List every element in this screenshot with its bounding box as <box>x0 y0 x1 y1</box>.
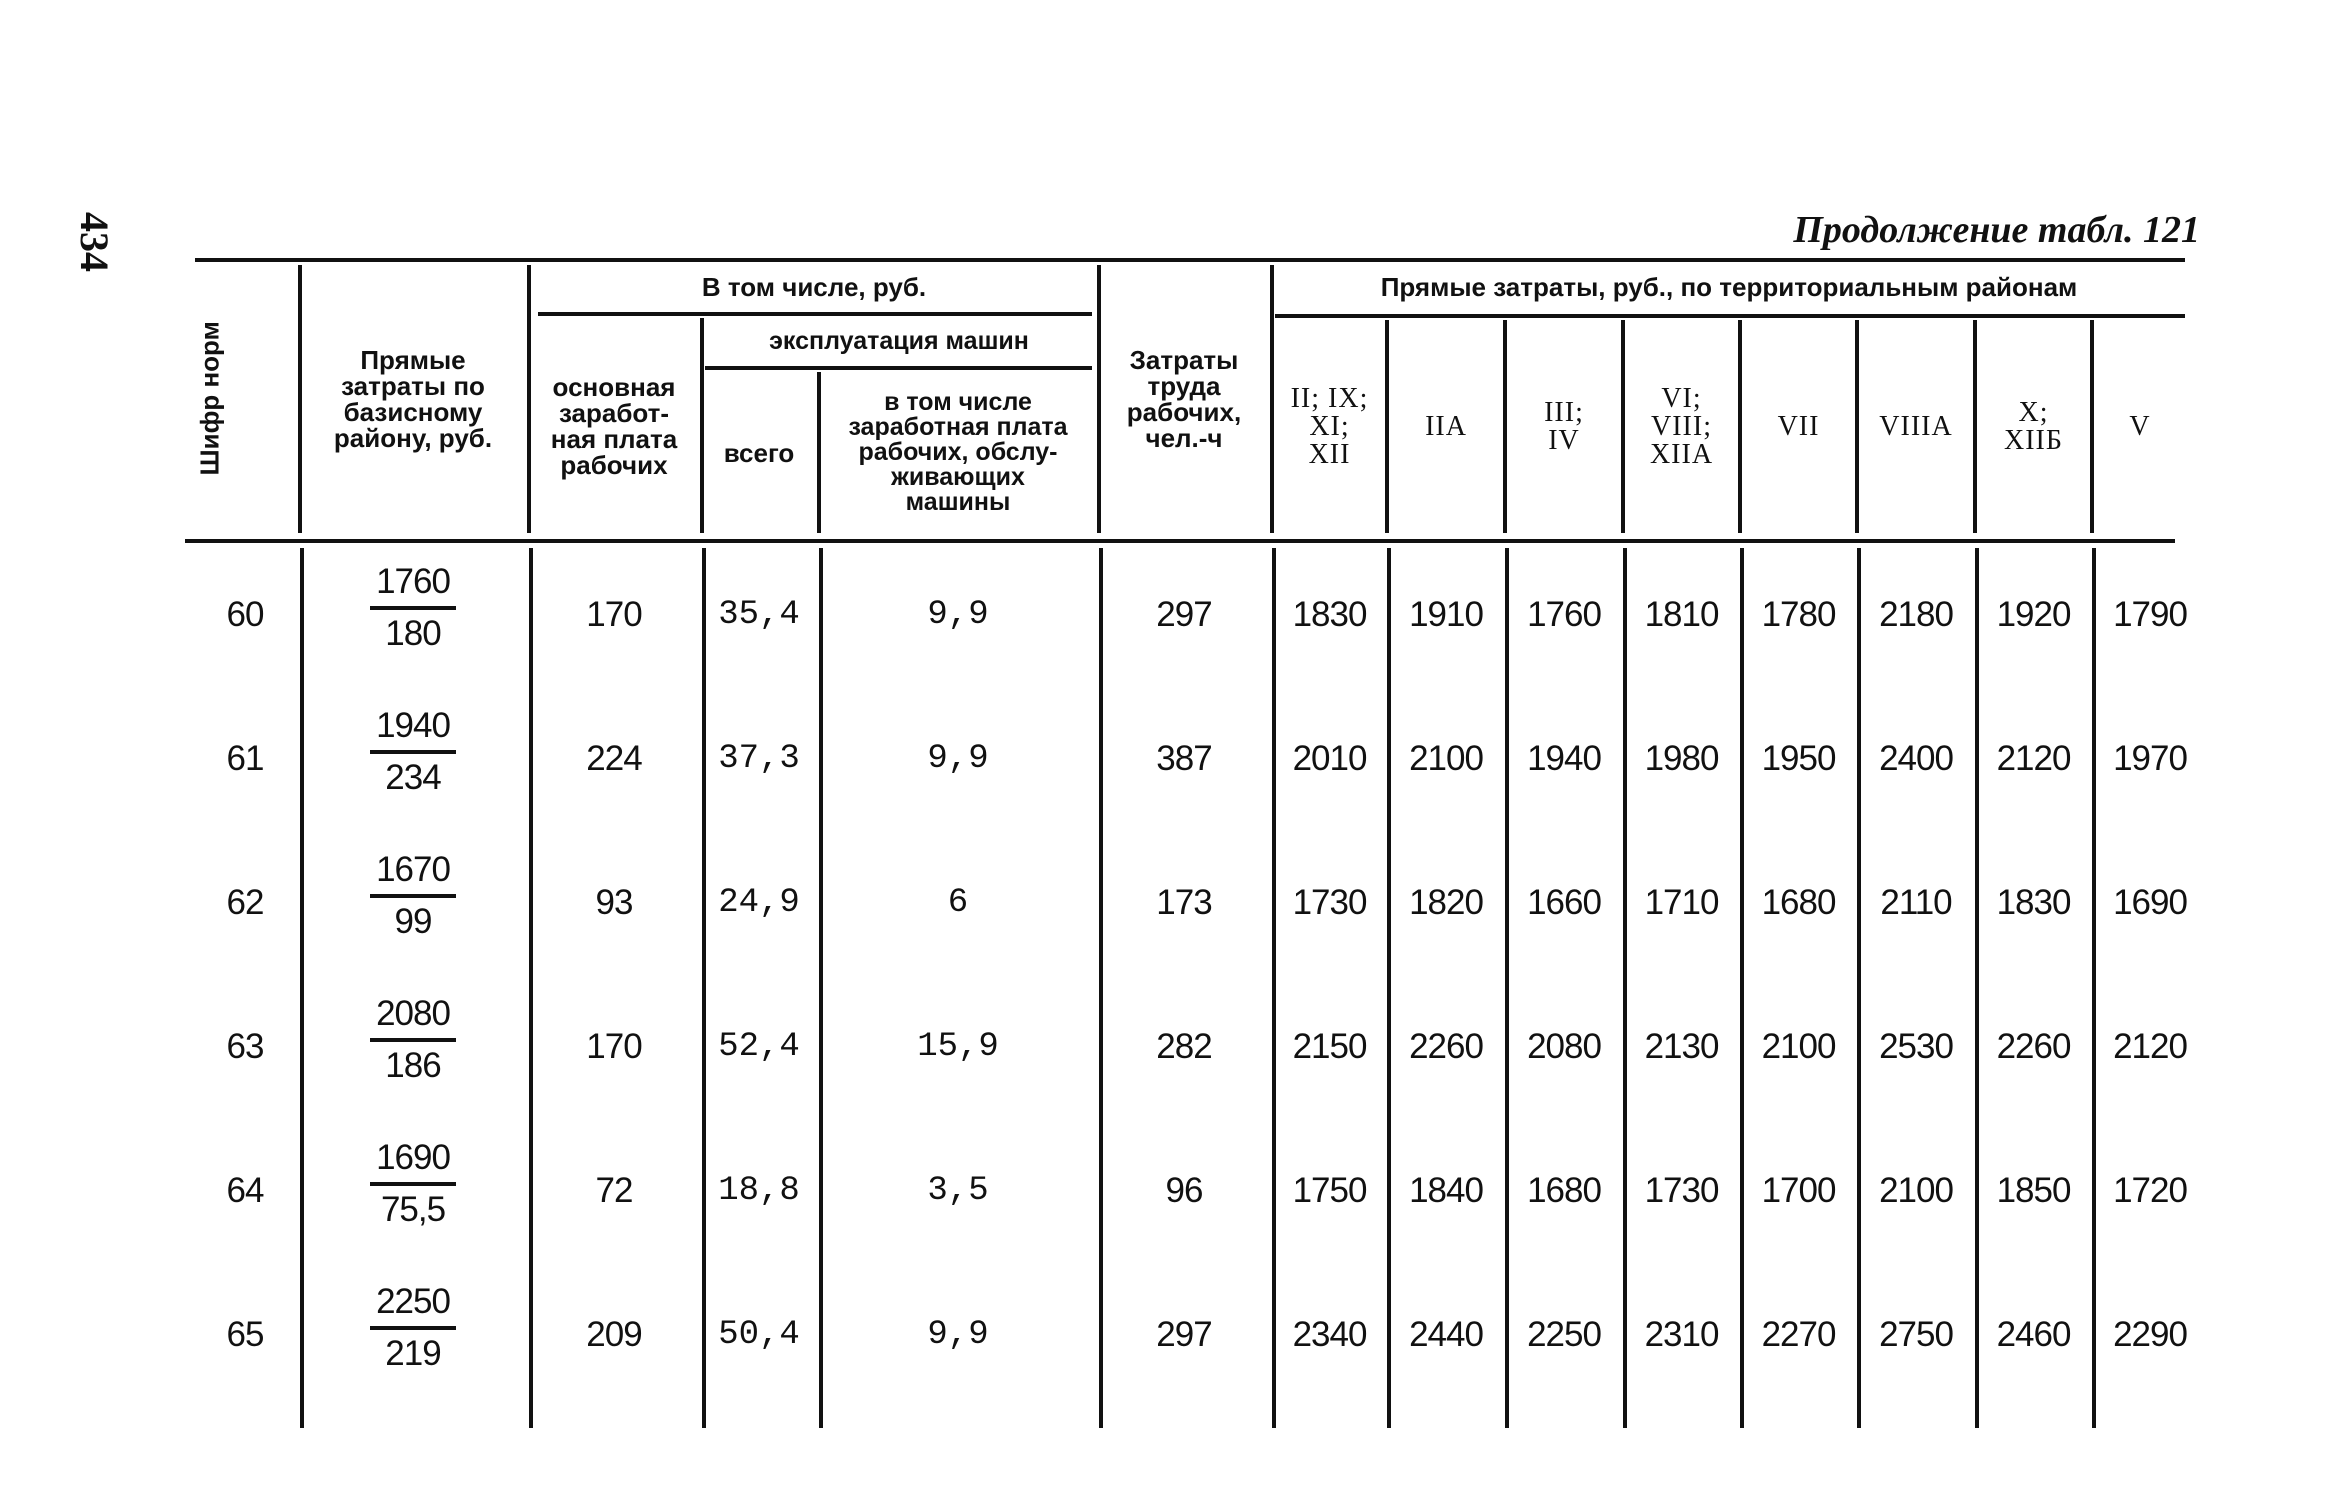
row-region-0: 1830 <box>1292 595 1367 634</box>
row-machines-wage: 15,9 <box>917 1028 999 1066</box>
row-region-4: 1950 <box>1761 739 1836 778</box>
row-region-1: 2100 <box>1409 739 1483 778</box>
row-base-wage: 72 <box>595 1171 633 1210</box>
header-labor <box>1101 265 1267 533</box>
header-region-7-line: V <box>2129 410 2151 442</box>
machines-rule <box>705 366 1092 370</box>
header-machine-wage-line: живающих <box>891 463 1025 491</box>
row-machines-wage: 9,9 <box>927 596 989 634</box>
header-region-3-line: VI; <box>1661 382 1702 414</box>
row-machines-wage: 6 <box>947 884 969 922</box>
header-territorial-line: Прямые затраты, руб., по территориальным районам <box>1380 272 2078 302</box>
row-machines-total: 35,4 <box>718 596 800 634</box>
header-direct-costs-base-line: базисному <box>343 397 483 427</box>
row-region-6: 1920 <box>1996 595 2071 634</box>
row-machines-wage: 3,5 <box>927 1172 989 1210</box>
row-region-2: 1760 <box>1527 595 1601 634</box>
row-region-6: 2260 <box>1996 1027 2071 1066</box>
header-region-5-line: VIIIA <box>1879 410 1953 442</box>
territorial-rule <box>1275 314 2185 318</box>
row-base-wage: 170 <box>586 1027 642 1066</box>
row-code: 62 <box>226 883 264 922</box>
row-direct-costs <box>302 1282 524 1374</box>
header-machine-operation-line: эксплуатация машин <box>769 326 1029 355</box>
row-region-3: 1730 <box>1644 1171 1719 1210</box>
header-machine-wage-line: заработная плата <box>848 413 1068 441</box>
row-labor: 297 <box>1156 595 1212 634</box>
row-region-1: 1910 <box>1409 595 1483 634</box>
row-code: 60 <box>226 595 264 634</box>
page-number: 434 <box>72 212 117 272</box>
row-machines-total: 37,3 <box>718 740 800 778</box>
row-machines-wage: 9,9 <box>927 740 989 778</box>
row-region-5: 2530 <box>1879 1027 1953 1066</box>
row-region-7: 2120 <box>2113 1027 2187 1066</box>
header-region-1 <box>1389 320 1503 533</box>
direct-costs-denominator: 75,5 <box>380 1190 446 1229</box>
row-region-0: 1730 <box>1292 883 1367 922</box>
header-region-6-line: XIIБ <box>2004 424 2063 456</box>
header-region-3-line: XIIA <box>1649 438 1714 470</box>
table-caption: Продолжение табл. 121 <box>1793 209 2200 251</box>
row-labor: 297 <box>1156 1315 1212 1354</box>
direct-costs-numerator: 2250 <box>370 1282 456 1330</box>
row-direct-costs <box>302 850 524 942</box>
header-including <box>531 262 1097 312</box>
header-region-1-line: IIA <box>1425 410 1467 442</box>
row-code: 61 <box>226 739 264 778</box>
header-region-0 <box>1274 320 1385 533</box>
row-labor: 282 <box>1156 1027 1212 1066</box>
header-code: Шифр норм <box>194 321 225 476</box>
row-region-4: 1680 <box>1761 883 1836 922</box>
row-region-1: 2440 <box>1409 1315 1483 1354</box>
row-region-2: 1680 <box>1527 1171 1601 1210</box>
row-region-1: 1840 <box>1409 1171 1483 1210</box>
row-direct-costs <box>302 706 524 798</box>
row-region-3: 2310 <box>1644 1315 1719 1354</box>
row-region-0: 2150 <box>1292 1027 1367 1066</box>
row-region-4: 1700 <box>1761 1171 1836 1210</box>
header-base-wage-line: основная <box>552 371 676 402</box>
header-machines-total <box>704 372 814 533</box>
row-region-4: 2270 <box>1761 1315 1836 1354</box>
row-code: 65 <box>226 1315 264 1354</box>
row-region-5: 2100 <box>1879 1171 1953 1210</box>
direct-costs-denominator: 180 <box>385 614 441 653</box>
row-base-wage: 224 <box>586 739 642 778</box>
direct-costs-denominator: 186 <box>385 1046 441 1085</box>
header-direct-costs-base-line: району, руб. <box>333 423 493 453</box>
direct-costs-numerator: 1940 <box>370 706 456 754</box>
row-region-7: 2290 <box>2113 1315 2187 1354</box>
header-machine-wage-line: рабочих, обслу- <box>858 438 1058 466</box>
header-including-line: В том числе, руб. <box>701 272 927 302</box>
row-machines-wage: 9,9 <box>927 1316 989 1354</box>
header-direct-costs-base-line: затраты по <box>341 371 485 401</box>
row-code: 63 <box>226 1027 264 1066</box>
header-region-2 <box>1507 320 1621 533</box>
header-region-0-line: XII <box>1308 438 1351 470</box>
row-labor: 96 <box>1165 1171 1203 1210</box>
header-region-6-line: X; <box>2018 396 2049 428</box>
row-region-0: 2340 <box>1292 1315 1367 1354</box>
header-region-0-line: II; IX; <box>1290 382 1369 414</box>
header-machine-operation <box>704 316 1094 366</box>
row-region-6: 1850 <box>1996 1171 2071 1210</box>
row-region-2: 2080 <box>1527 1027 1601 1066</box>
header-region-6 <box>1977 320 2090 533</box>
header-machine-wage-line: в том числе <box>884 388 1032 416</box>
header-machines-total-line: всего <box>723 437 795 468</box>
row-region-3: 1710 <box>1644 883 1719 922</box>
row-region-6: 2460 <box>1996 1315 2071 1354</box>
row-region-5: 2400 <box>1879 739 1953 778</box>
row-machines-total: 24,9 <box>718 884 800 922</box>
header-base-wage-line: заработ- <box>558 397 670 428</box>
row-region-7: 1720 <box>2113 1171 2187 1210</box>
direct-costs-numerator: 1670 <box>370 850 456 898</box>
direct-costs-denominator: 219 <box>385 1334 441 1373</box>
direct-costs-denominator: 99 <box>394 902 432 941</box>
row-direct-costs <box>302 562 524 654</box>
row-machines-total: 50,4 <box>718 1316 800 1354</box>
row-labor: 387 <box>1156 739 1212 778</box>
direct-costs-numerator: 2080 <box>370 994 456 1042</box>
header-labor-line: чел.-ч <box>1145 423 1223 453</box>
row-base-wage: 170 <box>586 595 642 634</box>
header-direct-costs-base <box>302 265 524 533</box>
header-labor-line: рабочих, <box>1126 397 1242 427</box>
direct-costs-numerator: 1690 <box>370 1138 456 1186</box>
row-direct-costs <box>302 1138 524 1230</box>
header-base-wage-line: рабочих <box>560 449 668 480</box>
row-region-0: 1750 <box>1292 1171 1367 1210</box>
row-region-7: 1790 <box>2113 595 2187 634</box>
row-region-4: 1780 <box>1761 595 1836 634</box>
row-direct-costs <box>302 994 524 1086</box>
header-region-3 <box>1625 320 1738 533</box>
row-region-2: 1940 <box>1527 739 1601 778</box>
row-region-3: 1980 <box>1644 739 1719 778</box>
row-region-2: 2250 <box>1527 1315 1601 1354</box>
header-machine-wage-line: машины <box>905 488 1011 516</box>
header-region-3-line: VIII; <box>1651 410 1712 442</box>
header-region-4 <box>1742 320 1855 533</box>
direct-costs-numerator: 1760 <box>370 562 456 610</box>
row-labor: 173 <box>1156 883 1212 922</box>
header-region-7 <box>2094 320 2186 533</box>
row-region-6: 2120 <box>1996 739 2071 778</box>
row-region-5: 2180 <box>1879 595 1953 634</box>
row-region-4: 2100 <box>1761 1027 1836 1066</box>
header-machine-wage <box>821 372 1095 533</box>
row-region-7: 1970 <box>2113 739 2187 778</box>
row-region-1: 2260 <box>1409 1027 1483 1066</box>
header-base-wage-line: ная плата <box>550 423 678 454</box>
header-territorial <box>1274 262 2184 312</box>
header-region-2-line: III; <box>1544 396 1584 428</box>
header-labor-line: труда <box>1147 371 1221 401</box>
row-machines-total: 18,8 <box>718 1172 800 1210</box>
header-direct-costs-base-line: Прямые <box>360 345 466 375</box>
header-labor-line: Затраты <box>1129 345 1239 375</box>
row-base-wage: 93 <box>595 883 633 922</box>
row-region-3: 1810 <box>1644 595 1719 634</box>
row-region-0: 2010 <box>1292 739 1367 778</box>
row-region-5: 2110 <box>1880 883 1952 922</box>
row-region-2: 1660 <box>1527 883 1601 922</box>
row-region-5: 2750 <box>1879 1315 1953 1354</box>
row-region-7: 1690 <box>2113 883 2187 922</box>
row-base-wage: 209 <box>586 1315 642 1354</box>
row-region-6: 1830 <box>1996 883 2071 922</box>
header-region-2-line: IV <box>1548 424 1580 456</box>
header-region-0-line: XI; <box>1309 410 1350 442</box>
row-code: 64 <box>226 1171 264 1210</box>
row-machines-total: 52,4 <box>718 1028 800 1066</box>
row-region-1: 1820 <box>1409 883 1483 922</box>
header-base-wage <box>531 318 697 533</box>
direct-costs-denominator: 234 <box>385 758 441 797</box>
header-region-4-line: VII <box>1777 410 1820 442</box>
header-region-5 <box>1859 320 1973 533</box>
header-bottom-rule <box>185 539 2175 543</box>
row-region-3: 2130 <box>1644 1027 1719 1066</box>
